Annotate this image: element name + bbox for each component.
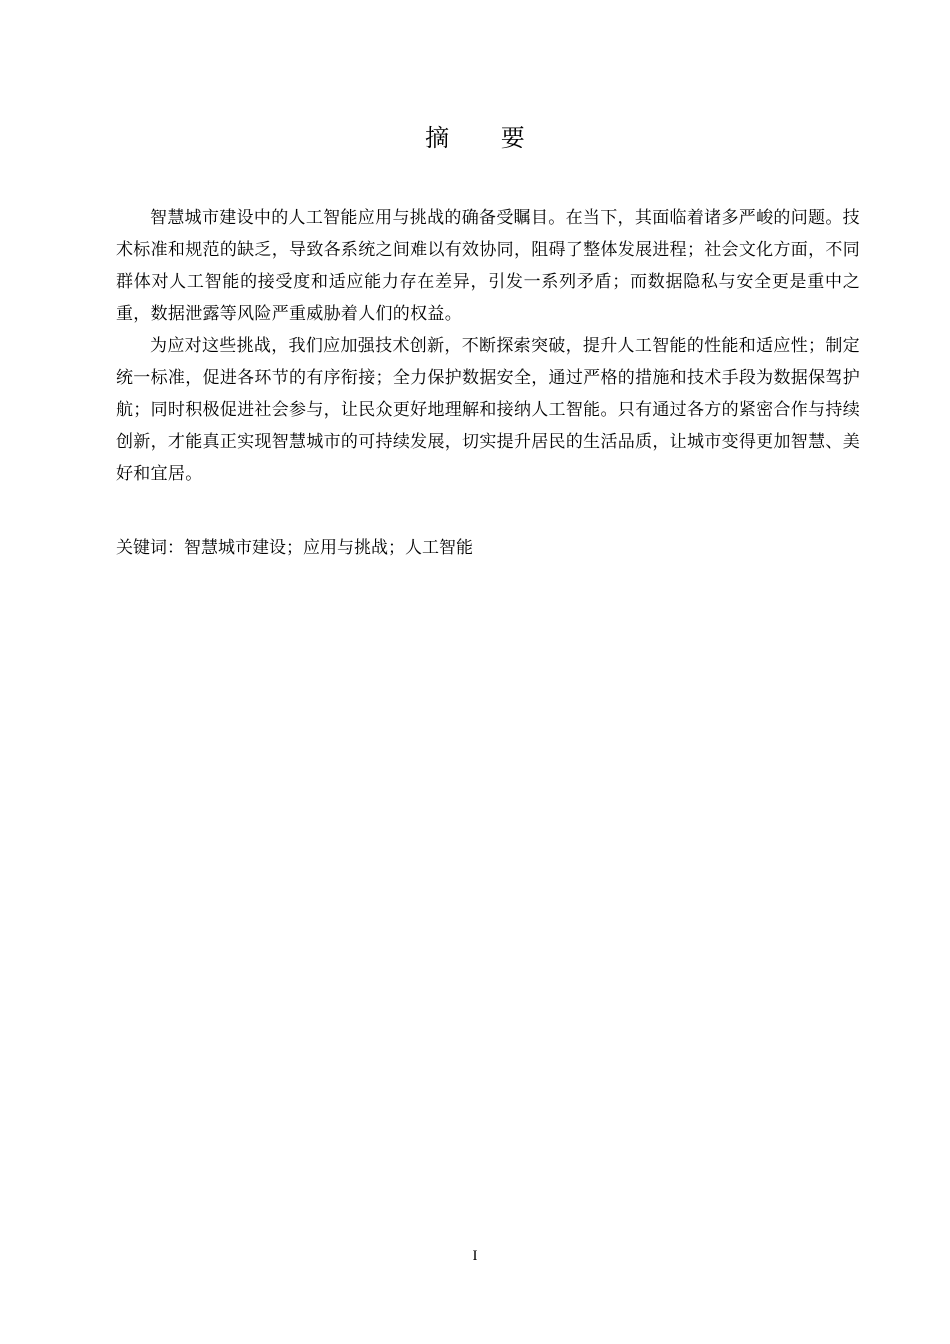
- keywords-text: 智慧城市建设；应用与挑战；人工智能: [184, 538, 473, 558]
- abstract-body: [116, 202, 860, 490]
- abstract-paragraph-2: 为应对这些挑战，我们应加强技术创新，不断探索突破，提升人工智能的性能和适应性；制定统一标准，促进各环节的有序衔接；全力保护数据安全，通过严格的措施和技术手段为数据保驾护航；同时积极促进社会参与，让民众更好地理解和接纳人工智能。只有通过各方的紧密合作与持续创新，才能真正实现智慧城市的可持续发展，切实提升居民的生活品质，让城市变得更加智慧、美好和宜居。: [116, 336, 860, 484]
- abstract-paragraph-1: 智慧城市建设中的人工智能应用与挑战的确备受瞩目。在当下，其面临着诸多严峻的问题。技术标准和规范的缺乏，导致各系统之间难以有效协同，阻碍了整体发展进程；社会文化方面，不同群体对人工智能的接受度和适应能力存在差异，引发一系列矛盾；而数据隐私与安全更是重中之重，数据泄露等风险严重威胁着人们的权益。: [116, 208, 860, 324]
- keywords-label: 关键词：: [116, 538, 184, 558]
- keywords-line: [116, 533, 860, 563]
- page-number: I: [472, 1248, 478, 1264]
- abstract-title: 摘 要: [425, 124, 547, 152]
